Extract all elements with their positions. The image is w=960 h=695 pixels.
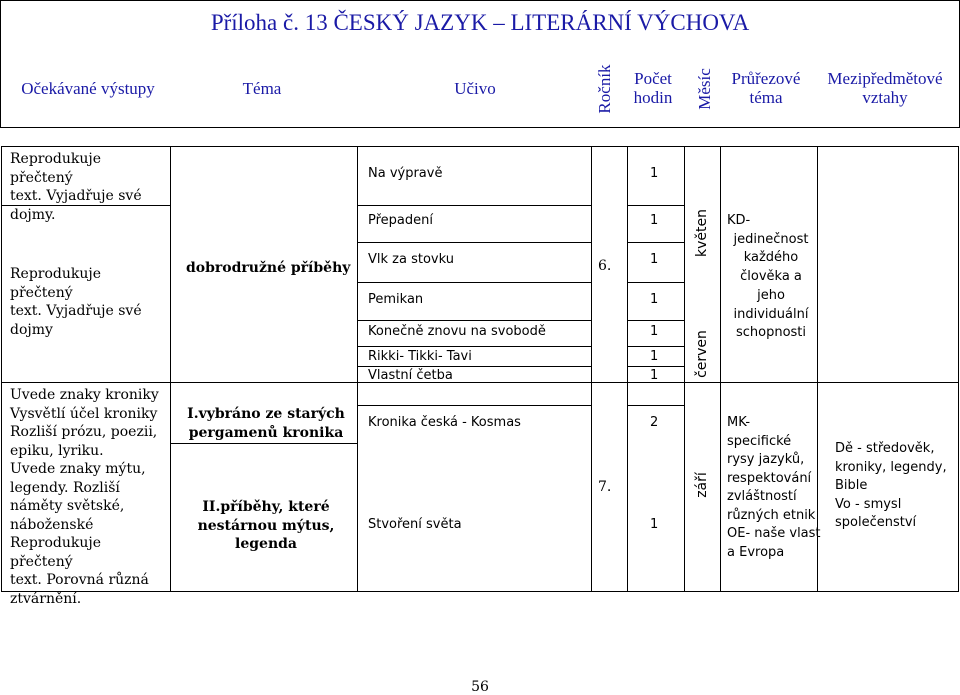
lesson-hours: 1 [650,368,659,383]
lesson-hours: 2 [650,415,659,430]
lesson-hours: 1 [650,517,659,532]
lesson-hours: 1 [650,166,659,181]
relations-block: Dě - středověk, kroniky, legendy, Bible Vo - smysl společenství [835,441,947,530]
cross-topic-kd: KD- jedinečnost každého člověka a jeho individuální schopnosti [727,213,809,341]
month-zari: září [694,472,710,498]
lesson-name: Kronika česká - Kosmas [368,415,521,430]
topic-mytus-legenda: II.příběhy, které nestárnou mýtus, legenda [197,499,335,552]
page-number: 56 [471,679,489,695]
header-prurezove-tema: Průřezové téma [731,69,801,107]
lesson-name: Stvoření světa [368,517,462,532]
month-kveten: květen [694,209,710,257]
lesson-hours: 1 [650,252,659,267]
header-ucivo: Učivo [454,79,496,98]
grade-7: 7. [598,479,612,495]
output-block-3: Uvede znaky kroniky Vysvětlí účel kroniky Rozliší prózu, poezii, epiku, lyriku. Uvede znaky mýtu, legendy. Rozliší náměty světské, náboženské Reprodukuje přečtený text. Porovná různá ztvárnění. [10,387,159,607]
lesson-hours: 1 [650,324,659,339]
page-title: Příloha č. 13 ČESKÝ JAZYK – LITERÁRNÍ VÝCHOVA [210,10,750,35]
header-mesic: Měsíc [695,68,714,110]
lesson-hours: 1 [650,349,659,364]
header-pocet-hodin: Počet hodin [633,69,673,107]
lesson-name: Na výpravě [368,166,443,181]
header-mezipredmetove-vztahy: Mezipředmětové vztahy [827,69,943,107]
lesson-name: Pemikan [368,292,424,307]
output-block-2: Reprodukuje přečtený text. Vyjadřuje své dojmy [10,266,142,338]
lesson-hours: 1 [650,213,659,228]
header-ocekavane-vystupy: Očekávané výstupy [21,79,155,98]
grade-6: 6. [598,258,612,274]
lesson-name: Vlk za stovku [368,252,454,267]
lesson-name: Konečně znovu na svobodě [368,324,546,339]
lesson-name: Přepadení [368,213,433,228]
topic-dobrodruzne-pribehy: dobrodružné příběhy [186,260,351,276]
output-block-1: Reprodukuje přečtený text. Vyjadřuje své dojmy. [10,151,142,223]
header-rocnik: Ročník [595,64,614,114]
month-cerven: červen [694,330,710,378]
lesson-name: Rikki- Tikki- Tavi [368,349,472,364]
header-tema: Téma [242,79,282,98]
lesson-hours: 1 [650,292,659,307]
topic-kronika: I.vybráno ze starých pergamenů kronika [187,406,345,441]
cross-topic-mk: MK- specifické rysy jazyků, respektování zvláštností různých etnik OE- naše vlast a Evropa [727,415,821,560]
lesson-name: Vlastní četba [368,368,453,383]
